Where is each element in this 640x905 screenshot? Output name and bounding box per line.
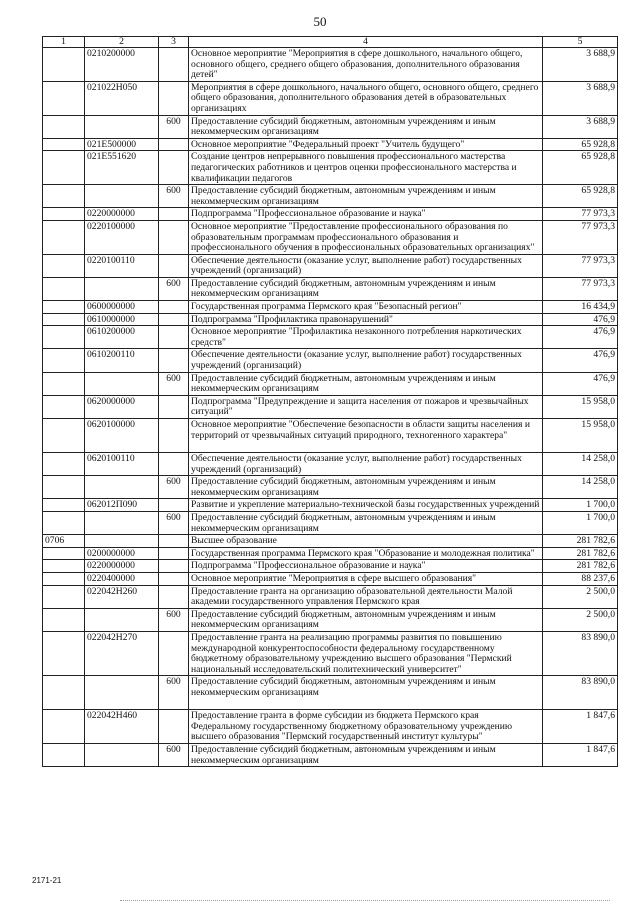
description-cell: Основное мероприятие "Федеральный проект "Учитель будущего" [189, 138, 543, 151]
table-row [43, 138, 618, 151]
section-code-cell [43, 547, 85, 560]
table-row [43, 220, 618, 254]
expense-type-cell [159, 220, 189, 254]
table-row [43, 151, 618, 185]
table-row [43, 631, 618, 675]
table-row [43, 547, 618, 560]
expense-type-cell: 600 [159, 608, 189, 631]
description-cell: Государственная программа Пермского края "Образование и молодежная политика" [189, 547, 543, 560]
table-row [43, 710, 618, 744]
expense-type-cell [159, 453, 189, 476]
section-code-cell [43, 608, 85, 631]
target-article-cell: 0220100000 [85, 220, 159, 254]
section-code-cell [43, 560, 85, 573]
bottom-dotted-rule [120, 900, 610, 901]
amount-cell: 83 890,0 [543, 676, 618, 710]
description-cell: Подпрограмма "Профессиональное образование и наука" [189, 560, 543, 573]
table-row [43, 115, 618, 138]
amount-cell: 1 847,6 [543, 744, 618, 767]
table-body [43, 48, 618, 767]
amount-cell: 2 500,0 [543, 585, 618, 608]
description-cell: Подпрограмма "Профессиональное образование и наука" [189, 208, 543, 221]
expense-type-cell [159, 138, 189, 151]
section-code-cell [43, 301, 85, 314]
header-col-3: 3 [159, 37, 189, 48]
amount-cell: 281 782,6 [543, 535, 618, 548]
amount-cell: 2 500,0 [543, 608, 618, 631]
table-row [43, 476, 618, 499]
table-row [43, 48, 618, 82]
amount-cell: 3 688,9 [543, 115, 618, 138]
description-cell: Обеспечение деятельности (оказание услуг, выполнение работ) государственных учреждений (организаций) [189, 453, 543, 476]
expense-type-cell [159, 572, 189, 585]
table-row [43, 395, 618, 418]
expense-type-cell: 600 [159, 511, 189, 534]
table-row [43, 254, 618, 277]
amount-cell: 281 782,6 [543, 560, 618, 573]
expense-type-cell: 600 [159, 744, 189, 767]
table-header-row [43, 37, 618, 48]
section-code-cell [43, 395, 85, 418]
amount-cell: 65 928,8 [543, 138, 618, 151]
description-cell: Предоставление гранта в форме субсидии из бюджета Пермского края Федеральному государственному бюджетному образовательному учреждению высшего образования "Пермский государственный институт культуры" [189, 710, 543, 744]
target-article-cell: 022042Н460 [85, 710, 159, 744]
description-cell: Обеспечение деятельности (оказание услуг, выполнение работ) государственных учреждений (организаций) [189, 349, 543, 372]
expense-type-cell [159, 395, 189, 418]
table-row [43, 372, 618, 395]
description-cell: Основное мероприятие "Мероприятия в сфере высшего образования" [189, 572, 543, 585]
target-article-cell: 022042Н270 [85, 631, 159, 675]
description-cell: Основное мероприятие "Мероприятия в сфере дошкольного, начального общего, основного общего, среднего общего образования, дополнительного образования детей" [189, 48, 543, 82]
footer-code: 2171-21 [32, 876, 62, 885]
table-row [43, 185, 618, 208]
amount-cell: 14 258,0 [543, 453, 618, 476]
target-article-cell: 0610200000 [85, 326, 159, 349]
description-cell: Создание центров непрерывного повышения профессионального мастерства педагогических работников и центров оценки профессионального мастерства и квалификации педагогов [189, 151, 543, 185]
table-row [43, 326, 618, 349]
amount-cell: 476,9 [543, 349, 618, 372]
amount-cell: 77 973,3 [543, 208, 618, 221]
table-row [43, 572, 618, 585]
table-row [43, 277, 618, 300]
expense-type-cell [159, 349, 189, 372]
expense-type-cell [159, 499, 189, 512]
description-cell: Предоставление субсидий бюджетным, автономным учреждениям и иным некоммерческим организациям [189, 372, 543, 395]
table-row [43, 301, 618, 314]
target-article-cell [85, 185, 159, 208]
section-code-cell [43, 631, 85, 675]
description-cell: Развитие и укрепление материально-технической базы государственных учреждений [189, 499, 543, 512]
target-article-cell: 0620000000 [85, 395, 159, 418]
amount-cell: 65 928,8 [543, 151, 618, 185]
table-row [43, 453, 618, 476]
amount-cell: 3 688,9 [543, 48, 618, 82]
table-row [43, 81, 618, 115]
target-article-cell: 0210200000 [85, 48, 159, 82]
target-article-cell [85, 277, 159, 300]
amount-cell: 16 434,9 [543, 301, 618, 314]
target-article-cell: 021E500000 [85, 138, 159, 151]
description-cell: Предоставление субсидий бюджетным, автономным учреждениям и иным некоммерческим организациям [189, 608, 543, 631]
expense-type-cell [159, 547, 189, 560]
expense-type-cell [159, 151, 189, 185]
expense-type-cell [159, 585, 189, 608]
table-row [43, 208, 618, 221]
target-article-cell: 062012П090 [85, 499, 159, 512]
section-code-cell [43, 453, 85, 476]
section-code-cell [43, 511, 85, 534]
expense-type-cell [159, 535, 189, 548]
description-cell: Основное мероприятие "Обеспечение безопасности в области защиты населения и территорий от чрезвычайных ситуаций природного, техногенного характера" [189, 419, 543, 453]
table-row [43, 585, 618, 608]
target-article-cell: 0610200110 [85, 349, 159, 372]
amount-cell: 88 237,6 [543, 572, 618, 585]
expense-type-cell: 600 [159, 185, 189, 208]
amount-cell: 3 688,9 [543, 81, 618, 115]
expense-type-cell [159, 419, 189, 453]
section-code-cell [43, 326, 85, 349]
amount-cell: 476,9 [543, 372, 618, 395]
target-article-cell: 0220400000 [85, 572, 159, 585]
section-code-cell [43, 710, 85, 744]
description-cell: Предоставление субсидий бюджетным, автономным учреждениям и иным некоммерческим организациям [189, 115, 543, 138]
target-article-cell [85, 372, 159, 395]
description-cell: Обеспечение деятельности (оказание услуг, выполнение работ) государственных учреждений (организаций) [189, 254, 543, 277]
section-code-cell [43, 585, 85, 608]
section-code-cell [43, 48, 85, 82]
section-code-cell [43, 220, 85, 254]
expense-type-cell [159, 208, 189, 221]
target-article-cell [85, 608, 159, 631]
description-cell: Предоставление субсидий бюджетным, автономным учреждениям и иным некоммерческим организациям [189, 744, 543, 767]
expense-type-cell: 600 [159, 115, 189, 138]
amount-cell: 15 958,0 [543, 419, 618, 453]
target-article-cell: 0220000000 [85, 560, 159, 573]
expense-type-cell [159, 326, 189, 349]
section-code-cell [43, 185, 85, 208]
expense-type-cell: 600 [159, 476, 189, 499]
table-row [43, 499, 618, 512]
target-article-cell [85, 676, 159, 710]
table-row [43, 419, 618, 453]
table-row [43, 608, 618, 631]
target-article-cell: 0610000000 [85, 313, 159, 326]
section-code-cell [43, 313, 85, 326]
target-article-cell: 0220000000 [85, 208, 159, 221]
section-code-cell [43, 676, 85, 710]
target-article-cell [85, 744, 159, 767]
table-row [43, 535, 618, 548]
amount-cell: 1 847,6 [543, 710, 618, 744]
header-col-1: 1 [43, 37, 85, 48]
description-cell: Государственная программа Пермского края "Безопасный регион" [189, 301, 543, 314]
section-code-cell [43, 115, 85, 138]
target-article-cell [85, 476, 159, 499]
expense-type-cell [159, 81, 189, 115]
description-cell: Основное мероприятие "Предоставление профессионального образования по образовательным программам профессионального образования и профессионального обучения в профессиональных образовательных организациях" [189, 220, 543, 254]
expense-type-cell [159, 48, 189, 82]
description-cell: Подпрограмма "Профилактика правонарушений" [189, 313, 543, 326]
description-cell: Предоставление гранта на реализацию программы развития по повышению международной конкурентоспособности федеральному государственному бюджетному образовательному учреждению высшего образования "Пермский национальный исследовательский политехнический университет" [189, 631, 543, 675]
section-code-cell [43, 372, 85, 395]
section-code-cell [43, 81, 85, 115]
target-article-cell: 0600000000 [85, 301, 159, 314]
expense-type-cell: 600 [159, 676, 189, 710]
section-code-cell [43, 151, 85, 185]
page-number: 50 [313, 14, 327, 29]
section-code-cell [43, 254, 85, 277]
header-col-4: 4 [189, 37, 543, 48]
table-row [43, 313, 618, 326]
target-article-cell: 021E551620 [85, 151, 159, 185]
expense-type-cell: 600 [159, 277, 189, 300]
target-article-cell [85, 535, 159, 548]
amount-cell: 476,9 [543, 313, 618, 326]
amount-cell: 281 782,6 [543, 547, 618, 560]
amount-cell: 1 700,0 [543, 499, 618, 512]
budget-table [42, 36, 618, 767]
description-cell: Высшее образование [189, 535, 543, 548]
amount-cell: 476,9 [543, 326, 618, 349]
header-col-2: 2 [85, 37, 159, 48]
section-code-cell [43, 499, 85, 512]
section-code-cell [43, 208, 85, 221]
amount-cell: 15 958,0 [543, 395, 618, 418]
section-code-cell [43, 419, 85, 453]
amount-cell: 14 258,0 [543, 476, 618, 499]
table-row [43, 349, 618, 372]
section-code-cell [43, 476, 85, 499]
expense-type-cell [159, 313, 189, 326]
description-cell: Предоставление субсидий бюджетным, автономным учреждениям и иным некоммерческим организациям [189, 277, 543, 300]
target-article-cell: 0620100000 [85, 419, 159, 453]
section-code-cell [43, 349, 85, 372]
description-cell: Мероприятия в сфере дошкольного, начального общего, основного общего, среднего общего образования, дополнительного образования детей в образовательных организациях [189, 81, 543, 115]
amount-cell: 77 973,3 [543, 220, 618, 254]
amount-cell: 65 928,8 [543, 185, 618, 208]
table-row [43, 676, 618, 710]
header-col-5: 5 [543, 37, 618, 48]
expense-type-cell [159, 631, 189, 675]
description-cell: Подпрограмма "Предупреждение и защита населения от пожаров и чрезвычайных ситуаций" [189, 395, 543, 418]
section-code-cell [43, 572, 85, 585]
description-cell: Предоставление гранта на организацию образовательной деятельности Малой академии государственного управления Пермского края [189, 585, 543, 608]
amount-cell: 1 700,0 [543, 511, 618, 534]
target-article-cell [85, 115, 159, 138]
target-article-cell: 0220100110 [85, 254, 159, 277]
expense-type-cell [159, 710, 189, 744]
section-code-cell [43, 277, 85, 300]
target-article-cell: 0200000000 [85, 547, 159, 560]
target-article-cell: 021022Н050 [85, 81, 159, 115]
table-row [43, 744, 618, 767]
target-article-cell [85, 511, 159, 534]
table-row [43, 511, 618, 534]
section-code-cell: 0706 [43, 535, 85, 548]
section-code-cell [43, 138, 85, 151]
description-cell: Предоставление субсидий бюджетным, автономным учреждениям и иным некоммерческим организациям [189, 511, 543, 534]
amount-cell: 83 890,0 [543, 631, 618, 675]
expense-type-cell [159, 560, 189, 573]
expense-type-cell [159, 254, 189, 277]
amount-cell: 77 973,3 [543, 277, 618, 300]
description-cell: Основное мероприятие "Профилактика незаконного потребления наркотических средств" [189, 326, 543, 349]
description-cell: Предоставление субсидий бюджетным, автономным учреждениям и иным некоммерческим организациям [189, 476, 543, 499]
expense-type-cell [159, 301, 189, 314]
target-article-cell: 0620100110 [85, 453, 159, 476]
section-code-cell [43, 744, 85, 767]
amount-cell: 77 973,3 [543, 254, 618, 277]
description-cell: Предоставление субсидий бюджетным, автономным учреждениям и иным некоммерческим организациям [189, 676, 543, 710]
expense-type-cell: 600 [159, 372, 189, 395]
table-row [43, 560, 618, 573]
description-cell: Предоставление субсидий бюджетным, автономным учреждениям и иным некоммерческим организациям [189, 185, 543, 208]
target-article-cell: 022042Н260 [85, 585, 159, 608]
